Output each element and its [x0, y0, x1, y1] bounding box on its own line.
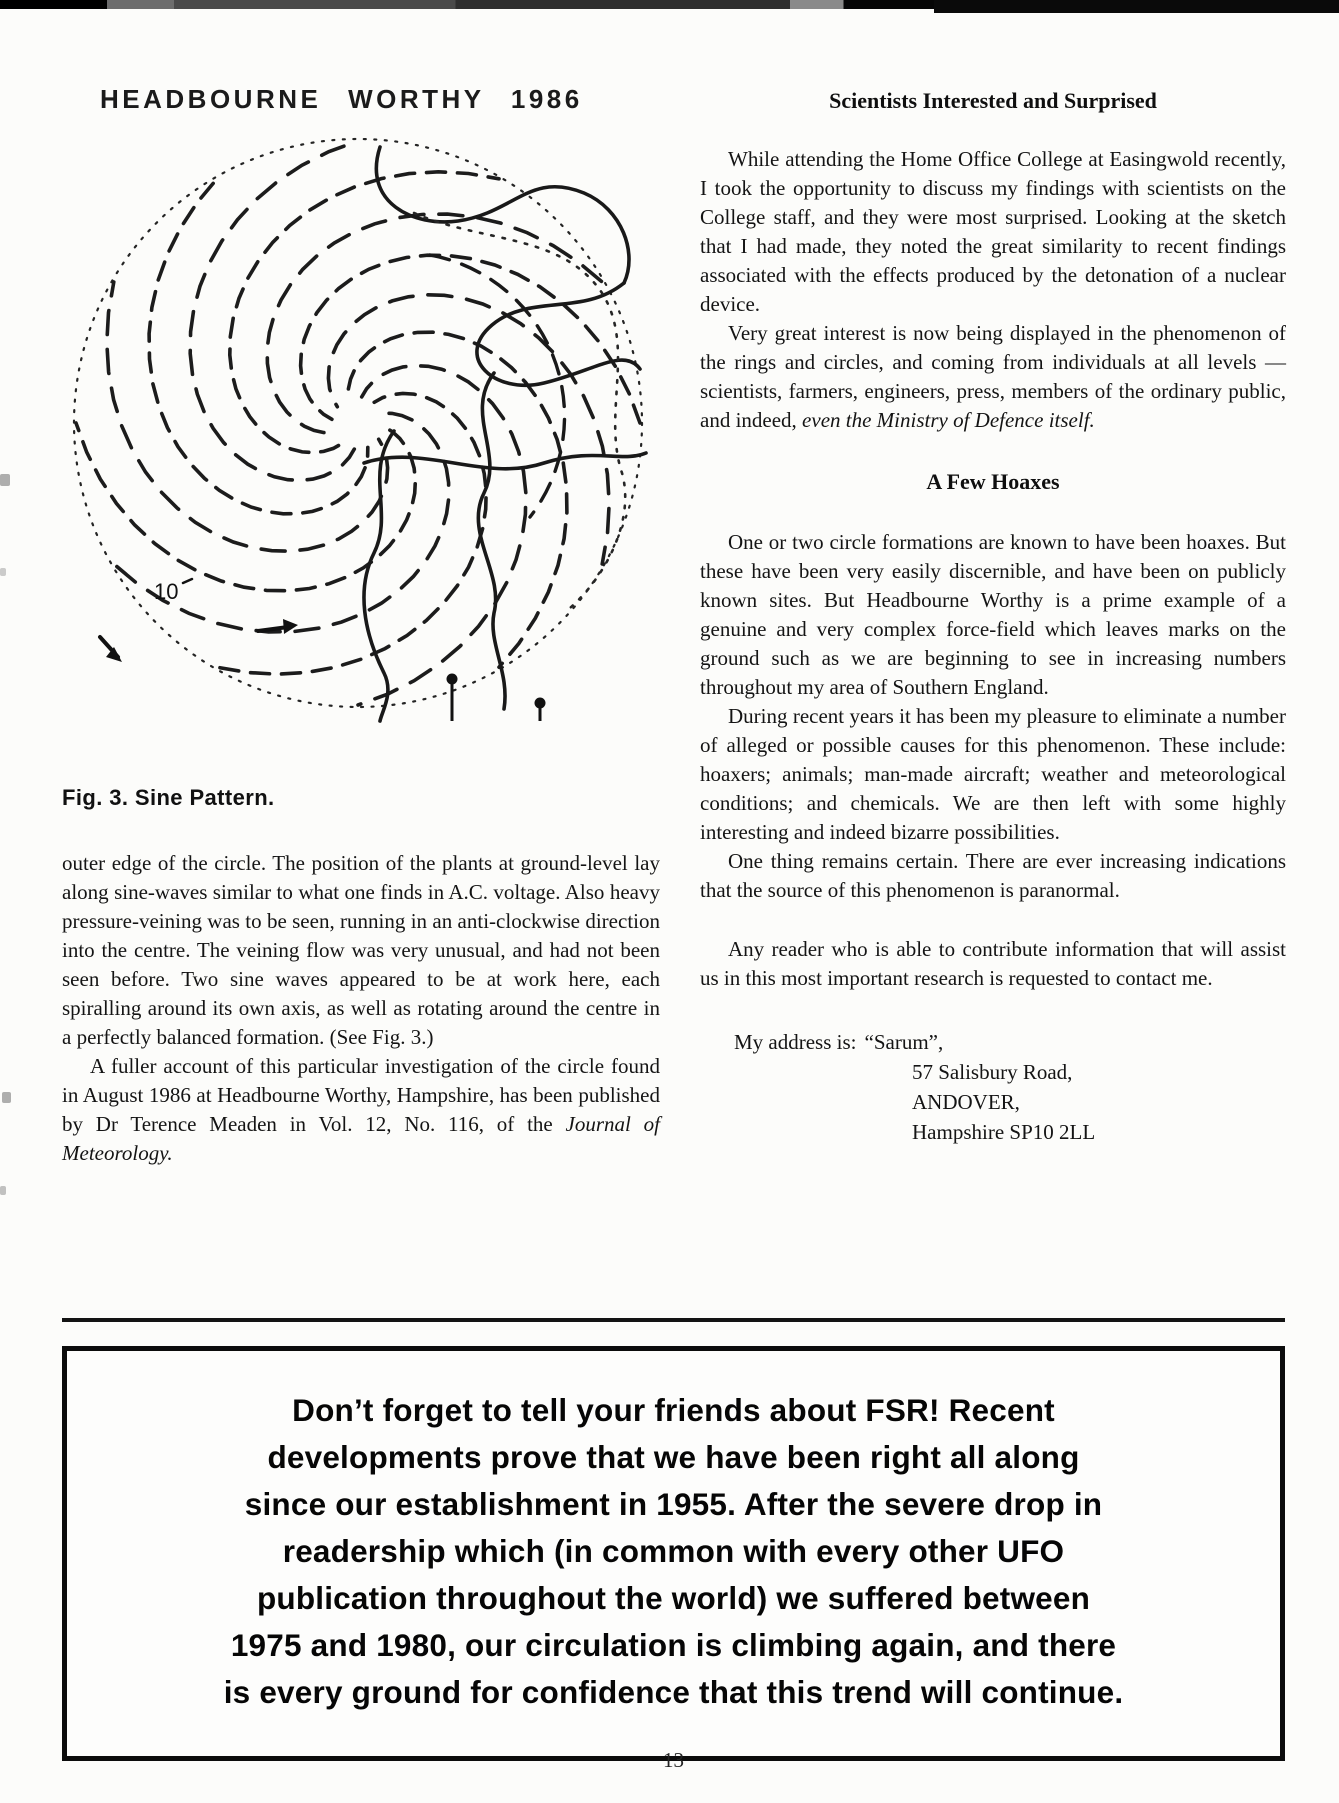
body-paragraph: During recent years it has been my pleasure to eliminate a number of alleged or possible causes for this phenomenon. These include: hoaxers; animals; man-made aircraft; weather and meteorological conditions; and chemicals. We are then left with some highly interesting and indeed bizarre possibilities.: [700, 704, 1286, 844]
right-column: [700, 0, 1286, 1147]
sine-pattern-figure: [62, 131, 660, 723]
horizontal-rule: [62, 1318, 1285, 1322]
promo-text-line: is every ground for confidence that this trend will continue.: [223, 1674, 1124, 1710]
page-number: 13: [663, 1748, 684, 1772]
figure-label-10: 10: [154, 579, 179, 604]
promo-text-line: developments prove that we have been right all along: [267, 1439, 1080, 1475]
scan-smudge: [2, 1092, 11, 1103]
promo-text-line: Don’t forget to tell your friends about FSR! Recent: [292, 1392, 1055, 1428]
scan-smudge: [0, 474, 10, 486]
figure-caption: Fig. 3. Sine Pattern.: [62, 785, 275, 810]
promo-text-line: publication throughout the world) we suffered between: [256, 1580, 1091, 1616]
scan-smudge: [0, 1186, 6, 1195]
italic-emphasis: even the Ministry of Defence itself.: [802, 408, 1095, 432]
fsr-promo-box: [62, 1346, 1285, 1761]
address-line: ANDOVER,: [912, 1090, 1020, 1114]
address-label: My address is:: [734, 1030, 857, 1054]
section-heading-scientists: Scientists Interested and Surprised: [829, 88, 1157, 113]
scan-smudge: [0, 568, 6, 576]
address-line: Hampshire SP10 2LL: [912, 1120, 1096, 1144]
promo-text-line: 1975 and 1980, our circulation is climbing again, and there: [230, 1627, 1117, 1663]
promo-text-line: readership which (in common with every other UFO: [282, 1533, 1065, 1569]
address-name: “Sarum”,: [864, 1030, 944, 1054]
body-paragraph: One or two circle formations are known to have been hoaxes. But these have been very easily discernible, and have been on publicly known sites. But Headbourne Worthy is a prime example of a genuine and very complex force-field which leaves marks on the ground such as we are beginning to see in increasing numbers throughout my area of Southern England.: [700, 530, 1286, 699]
address-line: 57 Salisbury Road,: [912, 1060, 1073, 1084]
body-paragraph: [62, 1052, 660, 1168]
address-line: [734, 1027, 1286, 1057]
article-title: HEADBOURNE WORTHY 1986: [100, 84, 583, 114]
left-column: [62, 0, 660, 1168]
italic-journal-title: Journal of Meteorology.: [62, 1112, 660, 1165]
section-heading-hoaxes: A Few Hoaxes: [926, 469, 1060, 494]
contact-address: [734, 1027, 1286, 1147]
body-paragraph: Any reader who is able to contribute information that will assist us in this most important research is requested to contact me.: [700, 937, 1286, 990]
body-paragraph: outer edge of the circle. The position of the plants at ground-level lay along sine-waves similar to what one finds in A.C. voltage. Also heavy pressure-veining was to be seen, running in an anti-clockwise direction into the centre. The veining flow was very unusual, and had not been seen before. Two sine waves appeared to be at work here, each spiralling around its own axis, as well as rotating around the centre in a perfectly balanced formation. (See Fig. 3.): [62, 851, 660, 1049]
body-paragraph: [700, 319, 1286, 435]
paragraph-text: Very great interest is now being displayed in the phenomenon of the rings and circles, and coming from individuals at all levels — scientists, farmers, engineers, press, members of the ordinary public, and indeed,: [700, 321, 1286, 432]
paragraph-text: A fuller account of this particular investigation of the circle found in August 1986 at Headbourne Worthy, Hampshire, has been published by Dr Terence Meaden in Vol. 12, No. 116, of the: [62, 1054, 660, 1136]
body-paragraph: While attending the Home Office College at Easingwold recently, I took the opportunity to discuss my findings with scientists on the College staff, and they were most surprised. Looking at the sketch that I had made, they noted the great similarity to recent findings associated with the effects produced by the detonation of a nuclear device.: [700, 147, 1286, 316]
promo-text-line: since our establishment in 1955. After the severe drop in: [244, 1486, 1103, 1522]
body-paragraph: One thing remains certain. There are ever increasing indications that the source of this phenomenon is paranormal.: [700, 849, 1286, 902]
